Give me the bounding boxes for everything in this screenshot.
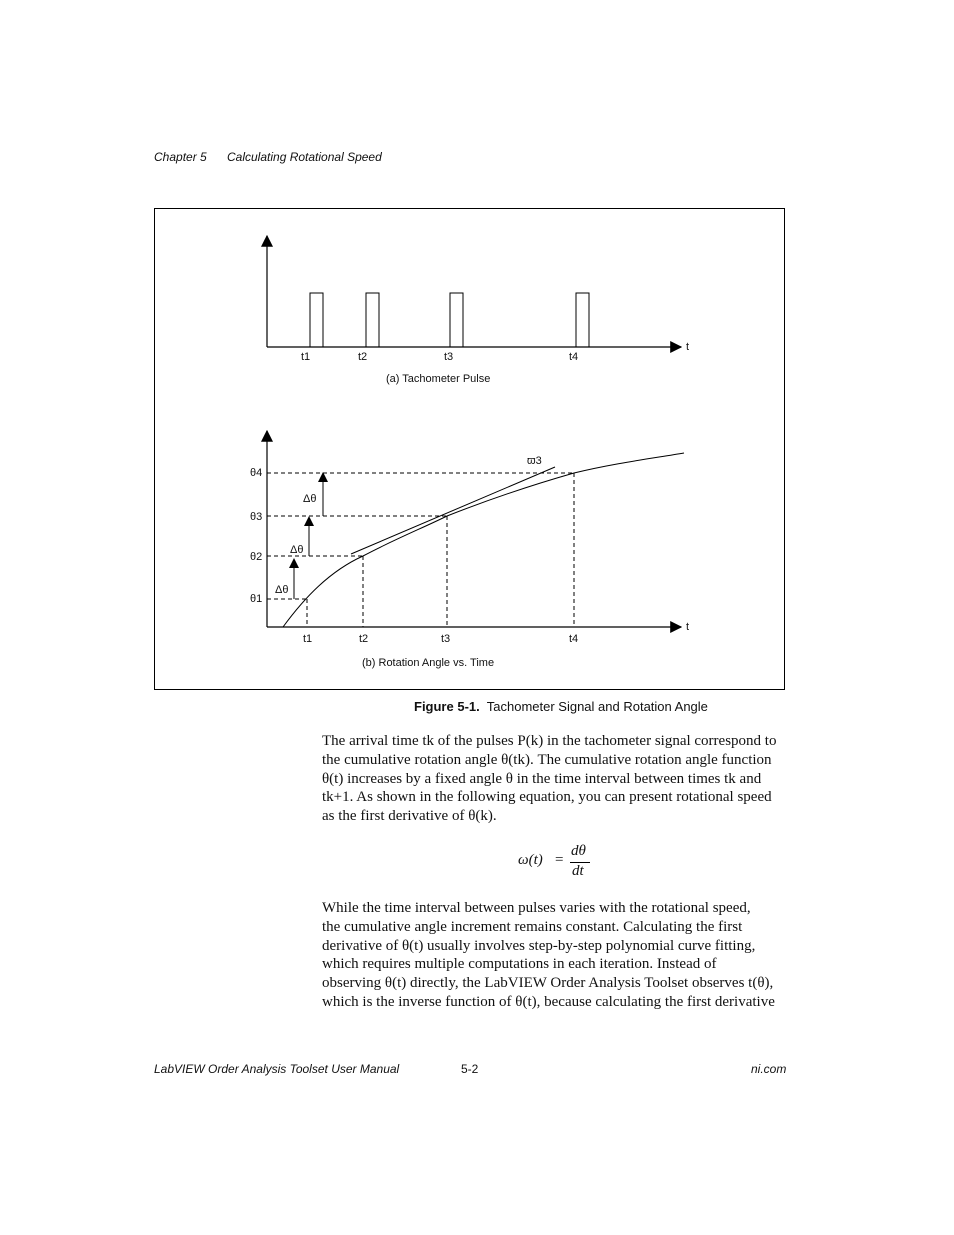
angle-tick-t3: t3 (441, 633, 451, 645)
pulse-axis-t: t (686, 341, 690, 353)
pulse-1 (310, 293, 323, 347)
delta-label-2: Δθ (290, 544, 304, 556)
angle-axis-t: t (686, 621, 690, 633)
para2-line: derivative of θ(t) usually involves step-by-step polynomial curve fitting, (322, 937, 756, 954)
paragraph-1 (322, 732, 784, 826)
equation-denominator: dt (572, 863, 584, 879)
pulse-3 (450, 293, 463, 347)
tangent-label: ϖ3 (527, 455, 542, 467)
para1-line: The arrival time tk of the pulses P(k) in the tachometer signal correspond to (322, 733, 777, 749)
theta-label-1: θ1 (250, 593, 263, 605)
figure-diagram (155, 209, 786, 691)
footer-site: ni.com (751, 1062, 787, 1076)
pulse-4 (576, 293, 589, 347)
equation-lhs: ω(t) (518, 852, 543, 868)
figure-caption-text: Tachometer Signal and Rotation Angle (486, 699, 708, 714)
para1-line: θ(t) increases by a fixed angle θ in the time interval between times tk and (322, 770, 762, 787)
figure-frame (154, 208, 785, 690)
equation-equals: = (555, 852, 564, 868)
para1-line: as the first derivative of θ(k). (322, 808, 497, 825)
footer-page-number: 5-2 (461, 1062, 479, 1076)
angle-tick-t4: t4 (569, 633, 579, 645)
pulse-2 (366, 293, 379, 347)
para2-line: which requires multiple computations in each iteration. Instead of (322, 956, 717, 973)
pulse-tick-t4: t4 (569, 351, 579, 363)
angle-curve (283, 453, 684, 627)
angle-tick-t2: t2 (359, 633, 369, 645)
para2-line: the cumulative angle increment remains constant. Calculating the first (322, 918, 743, 935)
para2-line: While the time interval between pulses varies with the rotational speed, (322, 900, 751, 916)
pulse-tick-t1: t1 (301, 351, 311, 363)
panel-a-caption: (a) Tachometer Pulse (386, 373, 491, 385)
pulse-tick-t2: t2 (358, 351, 368, 363)
delta-label-3: Δθ (303, 493, 317, 505)
section-label: Calculating Rotational Speed (227, 150, 382, 164)
equation-numerator: dθ (571, 843, 586, 859)
tangent-line (351, 467, 555, 554)
chapter-label: Chapter 5 (154, 150, 207, 164)
para2-line: observing θ(t) directly, the LabVIEW Order Analysis Toolset observes t(θ), (322, 975, 774, 992)
theta-label-3: θ3 (250, 511, 263, 523)
theta-label-4: θ4 (250, 467, 263, 479)
footer-manual: LabVIEW Order Analysis Toolset User Manual (154, 1062, 400, 1076)
delta-label-1: Δθ (275, 584, 289, 596)
angle-tick-t1: t1 (303, 633, 313, 645)
panel-b-caption: (b) Rotation Angle vs. Time (362, 657, 495, 669)
para2-line: which is the inverse function of θ(t), because calculating the first derivative (322, 993, 775, 1010)
para1-line: the cumulative rotation angle θ(tk). The cumulative rotation angle function (322, 751, 772, 768)
para1-line: tk+1. As shown in the following equation, you can present rotational speed (322, 789, 772, 806)
figure-caption (414, 699, 708, 714)
theta-label-2: θ2 (250, 551, 263, 563)
figure-caption-label: Figure 5-1. (414, 699, 480, 714)
pulse-tick-t3: t3 (444, 351, 454, 363)
paragraph-2 (322, 899, 784, 1012)
